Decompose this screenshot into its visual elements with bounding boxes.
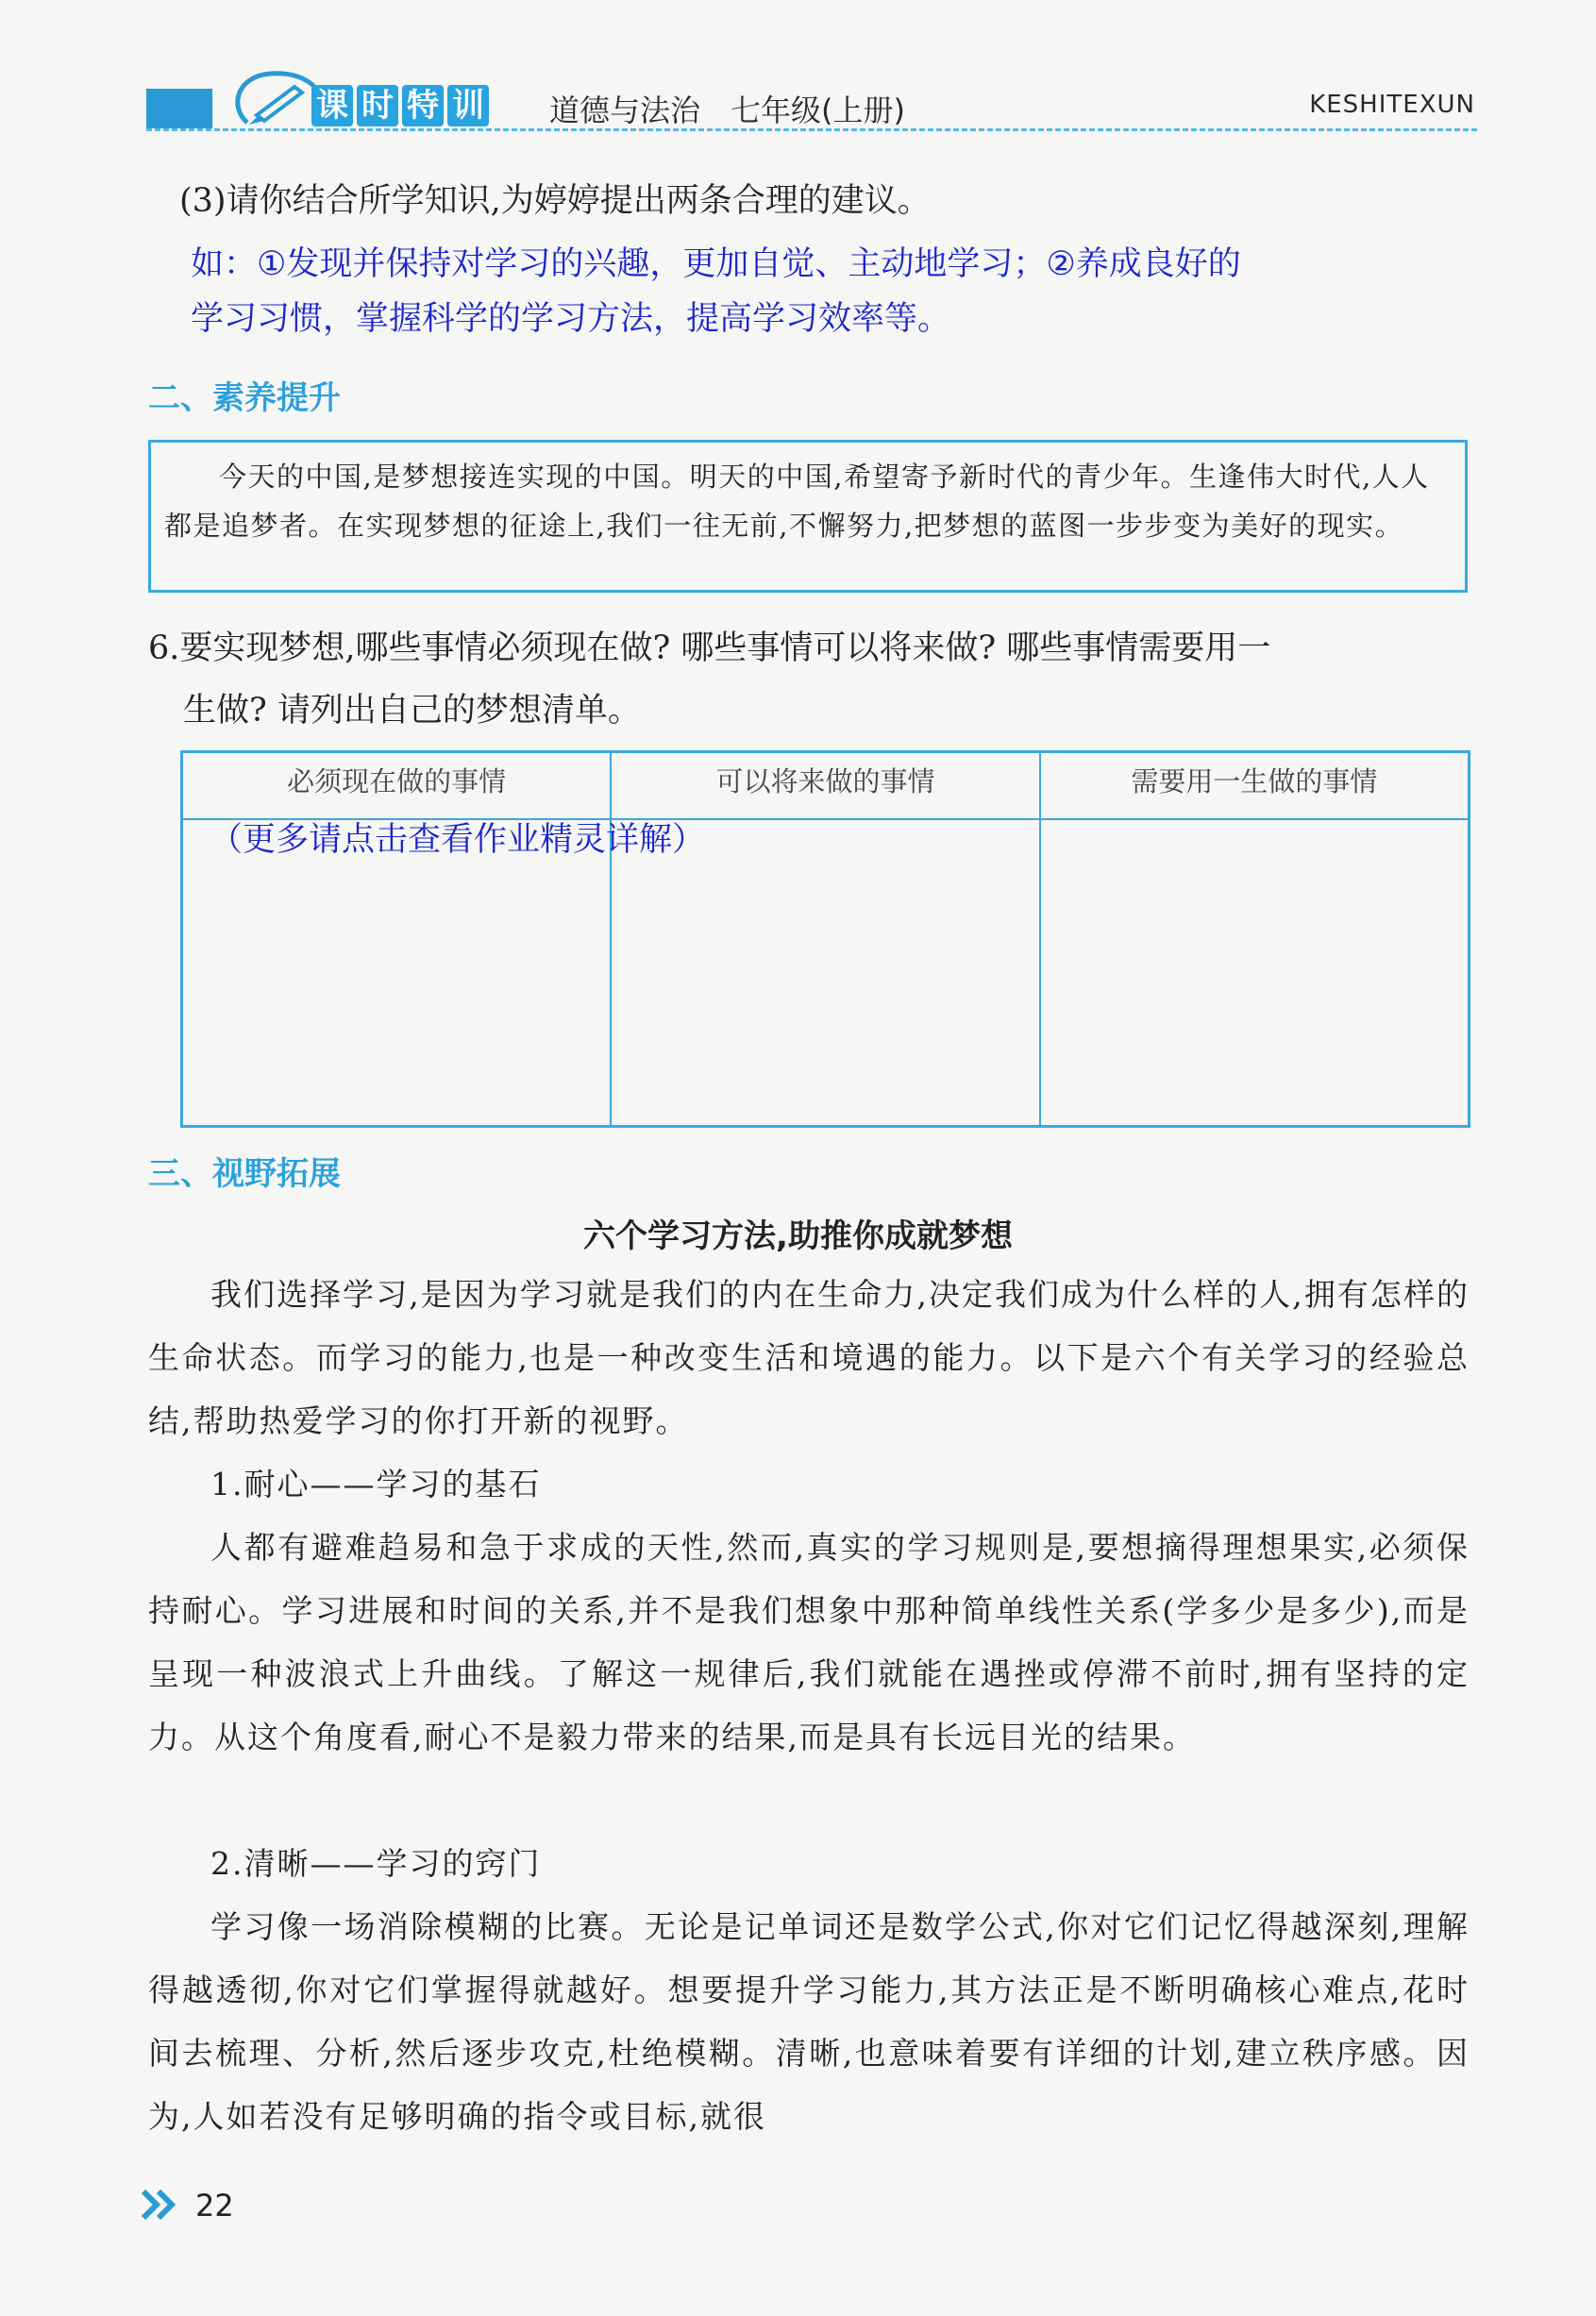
badge-char: 训 [447,85,489,126]
answer-line-2: 学习习惯，掌握科学的学习方法，提高学习效率等。 [191,300,951,338]
point-1-title: 1.耐心——学习的基石 [210,1466,542,1502]
table-header-now: 必须现在做的事情 [182,752,612,820]
article-title: 六个学习方法,助推你成就梦想 [583,1217,1013,1255]
quote-box: 今天的中国,是梦想接连实现的中国。明天的中国,希望寄予新时代的青少年。生逢伟大时代,人人都是追梦者。在实现梦想的征途上,我们一往无前,不懈努力,把梦想的蓝图一步步变为美好的现实。 [148,440,1468,593]
badge-char: 时 [357,85,398,126]
brand-name: KESHITEXUN [1309,91,1475,119]
point-2-title: 2.清晰——学习的窍门 [210,1845,542,1882]
question-6-line-2: 生做? 请列出自己的梦想清单。 [183,692,641,730]
dream-list-table [180,750,1470,1128]
table-cell-now [182,819,612,1127]
table-header-lifetime: 需要用一生做的事情 [1040,752,1470,820]
section-2-heading: 二、素养提升 [148,379,341,417]
badge-char: 特 [402,85,444,126]
point-1-text: 人都有避难趋易和急于求成的天性,然而,真实的学习规则是,要想摘得理想果实,必须保持耐心。学习进展和时间的关系,并不是我们想象中那种简单线性关系(学多少是多少),而是呈现一种波浪式上升曲线。了解这一规律后,我们就能在遇挫或停滞不前时,拥有坚持的定力。从这个角度看,耐心不是毅力带来的结果,而是具有长远目光的结果。 [148,1529,1470,1755]
question-3-text: (3)请你结合所学知识,为婷婷提出两条合理的建议。 [179,182,931,220]
question-6-line-1: 6.要实现梦想,哪些事情必须现在做? 哪些事情可以将来做? 哪些事情需要用一 [148,629,1271,667]
table-cell-future [611,819,1040,1127]
table-header-future: 可以将来做的事情 [611,752,1040,820]
subject-title: 道德与法治 七年级(上册) [549,92,905,128]
header-divider [146,128,1477,131]
article-intro: 我们选择学习,是因为学习就是我们的内在生命力,决定我们成为什么样的人,拥有怎样的生命状态。而学习的能力,也是一种改变生活和境遇的能力。以下是六个有关学习的经验总结,帮助热爱学习的你打开新的视野。 [148,1276,1470,1439]
answer-line-1: 如：①发现并保持对学习的兴趣，更加自觉、主动地学习；②养成良好的 [191,245,1241,283]
double-chevron-icon [142,2188,179,2222]
table-cell-lifetime [1040,819,1470,1127]
series-badge [311,85,489,126]
header-color-block [146,89,212,128]
point-2-text: 学习像一场消除模糊的比赛。无论是记单词还是数学公式,你对它们记忆得越深刻,理解得越透彻,你对它们掌握得就越好。想要提升学习能力,其方法正是不断明确核心难点,花时间去梳理、分析,然后逐步攻克,杜绝模糊。清晰,也意味着要有详细的计划,建立秩序感。因为,人如若没有足够明确的指令或目标,就很 [148,1908,1470,2135]
badge-char: 课 [311,85,353,126]
table-answer-note: （更多请点击查看作业精灵详解） [210,821,706,859]
page-number: 22 [195,2188,234,2224]
section-3-heading: 三、视野拓展 [148,1155,341,1193]
